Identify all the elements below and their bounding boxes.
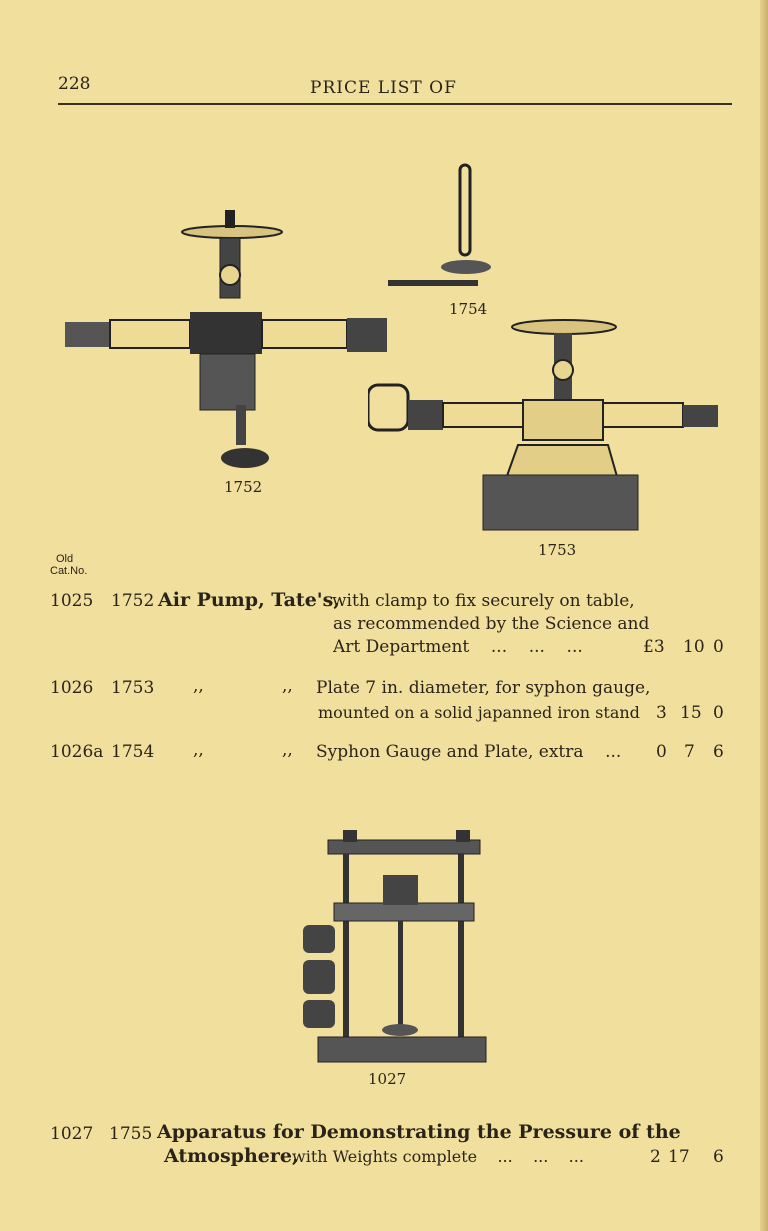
price-pounds: £3 [643, 637, 665, 657]
old-cat-no: 1027 [50, 1124, 94, 1144]
header-rule [58, 103, 732, 105]
price-pounds: 3 [656, 703, 667, 723]
ditto-mark: ,, [193, 740, 204, 760]
page-number: 228 [58, 74, 91, 94]
cat-no: 1753 [111, 678, 155, 698]
cat-no: 1755 [109, 1124, 153, 1144]
description-line: mounted on a solid japanned iron stand [318, 703, 640, 722]
item-title-continued: Atmosphere, [164, 1145, 299, 1167]
price-shillings: 17 [668, 1147, 690, 1167]
description-line: Syphon Gauge and Plate, extra ... [316, 742, 622, 762]
figure-label-1754: 1754 [449, 300, 488, 318]
ditto-mark: ,, [282, 740, 293, 760]
ditto-mark: ,, [193, 676, 204, 696]
atmospheric-pressure-apparatus-illustration [298, 825, 493, 1070]
cat-no: 1752 [111, 591, 155, 611]
price-pounds: 0 [656, 742, 667, 762]
price-pounds: 2 [650, 1147, 661, 1167]
figure-label-1027: 1027 [368, 1070, 407, 1088]
air-pump-1753-illustration [368, 305, 728, 535]
price-shillings: 7 [684, 742, 695, 762]
page-edge [760, 0, 768, 1231]
description-line: as recommended by the Science and [333, 614, 650, 634]
price-shillings: 10 [683, 637, 705, 657]
page-title: PRICE LIST OF [310, 78, 457, 98]
old-cat-header-line1: Old [56, 553, 74, 565]
old-cat-header-line2: Cat.No. [50, 565, 88, 577]
description-line: Art Department ... ... ... [333, 637, 583, 657]
ditto-mark: ,, [282, 676, 293, 696]
figure-label-1752: 1752 [224, 478, 263, 496]
price-pence: 0 [713, 637, 724, 657]
syphon-gauge-1754-illustration [388, 160, 498, 295]
price-pence: 0 [713, 703, 724, 723]
price-pence: 6 [713, 1147, 724, 1167]
old-cat-no: 1025 [50, 591, 94, 611]
old-cat-no: 1026a [50, 742, 104, 762]
description-line: with clamp to fix securely on table, [332, 591, 635, 611]
figure-label-1753: 1753 [538, 541, 577, 559]
item-title: Air Pump, Tate's, [158, 589, 340, 611]
air-pump-1752-illustration [60, 200, 420, 480]
price-pence: 6 [713, 742, 724, 762]
description-line: Plate 7 in. diameter, for syphon gauge, [316, 678, 651, 698]
old-cat-no: 1026 [50, 678, 94, 698]
description-line: with Weights complete ... ... ... [292, 1147, 584, 1166]
item-title: Apparatus for Demonstrating the Pressure of the [157, 1121, 681, 1143]
price-shillings: 15 [680, 703, 702, 723]
cat-no: 1754 [111, 742, 155, 762]
